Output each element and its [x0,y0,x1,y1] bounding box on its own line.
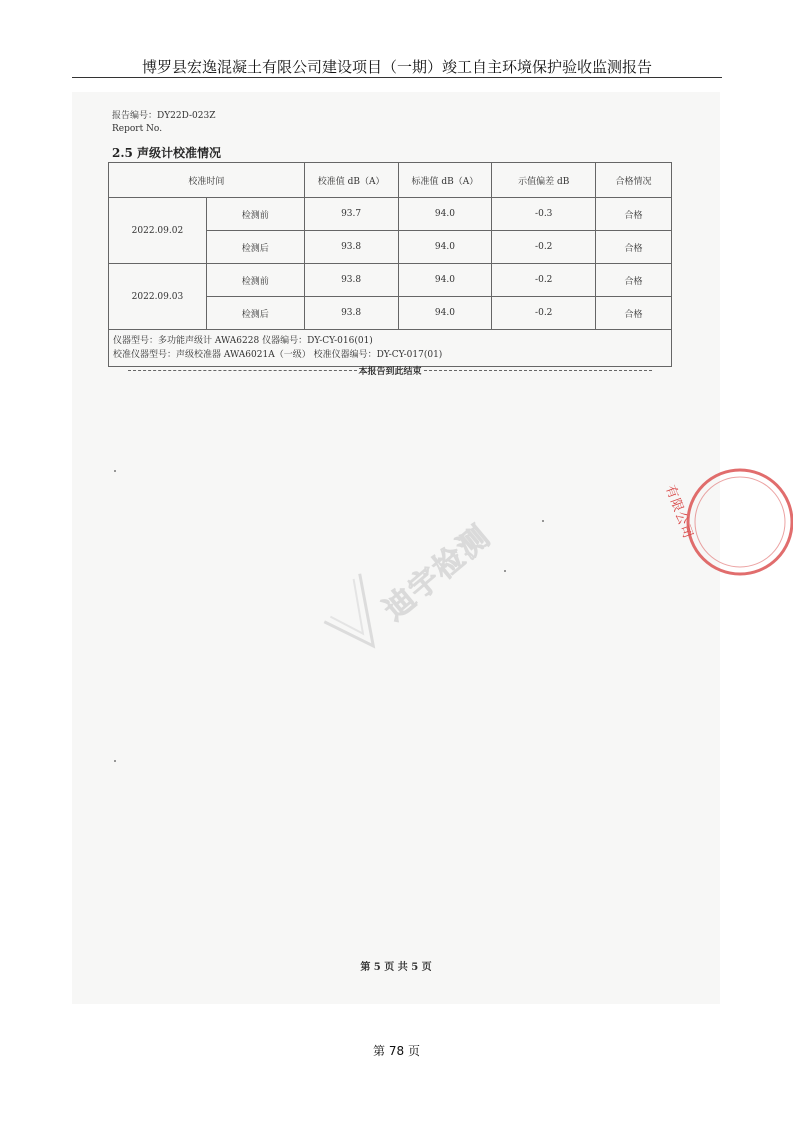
report-number-label-en: Report No. [112,124,163,134]
deviation-cell: -0.2 [492,231,596,264]
deviation-cell: -0.2 [492,264,596,297]
result-cell: 合格 [596,198,672,231]
instrument-note-line2: 校准仪器型号：声级校准器 AWA6021A（一级） 校准仪器编号：DY-CY-017(01) [113,350,443,360]
company-watermark [307,482,537,702]
header-deviation: 示值偏差 dB [492,163,596,198]
section-title: 2.5 声级计校准情况 [112,146,222,160]
scanned-page-number: 第 5 页 共 5 页 [360,962,432,973]
table-row [109,264,672,297]
phase-cell: 检测后 [206,231,304,264]
calibrated-cell: 93.8 [304,231,398,264]
watermark-text: 迪宇检测 [377,518,498,628]
deviation-cell: -0.3 [492,198,596,231]
header-result: 合格情况 [596,163,672,198]
table-header-row [109,163,672,198]
phase-cell: 检测前 [206,264,304,297]
instrument-note-line1: 仪器型号：多功能声级计 AWA6228 仪器编号：DY-CY-016(01) [113,336,373,346]
phase-cell: 检测后 [206,297,304,330]
report-number-line: 报告编号：DY22D-023Z [112,111,216,121]
calibrated-cell: 93.8 [304,264,398,297]
table-note-row [109,330,672,367]
scan-speck [504,570,506,572]
scan-speck [542,520,544,522]
instrument-note [109,330,672,367]
seal-text: 有限公司 [662,483,696,542]
dashed-line-right [424,370,653,371]
deviation-cell: -0.2 [492,297,596,330]
end-of-report-text: 本报告到此结束 [358,367,422,377]
date-cell: 2022.09.02 [109,198,207,264]
phase-cell: 检测前 [206,198,304,231]
report-number [112,110,215,136]
scanned-page [72,92,720,1004]
standard-cell: 94.0 [398,297,492,330]
header-standard-value: 标准值 dB（A） [398,163,492,198]
standard-cell: 94.0 [398,264,492,297]
calibrated-cell: 93.8 [304,297,398,330]
calibrated-cell: 93.7 [304,198,398,231]
dashed-line-left [128,370,357,371]
result-cell: 合格 [596,231,672,264]
date-cell: 2022.09.03 [109,264,207,330]
scan-speck [114,760,116,762]
standard-cell: 94.0 [398,231,492,264]
result-cell: 合格 [596,297,672,330]
scan-speck [114,470,116,472]
standard-cell: 94.0 [398,198,492,231]
table-row [109,198,672,231]
calibration-table [108,162,672,367]
document-header: 博罗县宏逸混凝土有限公司建设项目（一期）竣工自主环境保护验收监测报告 [141,58,652,76]
header-calibrated-value: 校准值 dB（A） [304,163,398,198]
result-cell: 合格 [596,264,672,297]
header-rule [72,77,722,78]
company-seal [662,462,762,582]
header-calibration-time: 校准时间 [109,163,305,198]
page-number: 第 78 页 [373,1044,420,1058]
end-of-report-marker [128,364,652,377]
